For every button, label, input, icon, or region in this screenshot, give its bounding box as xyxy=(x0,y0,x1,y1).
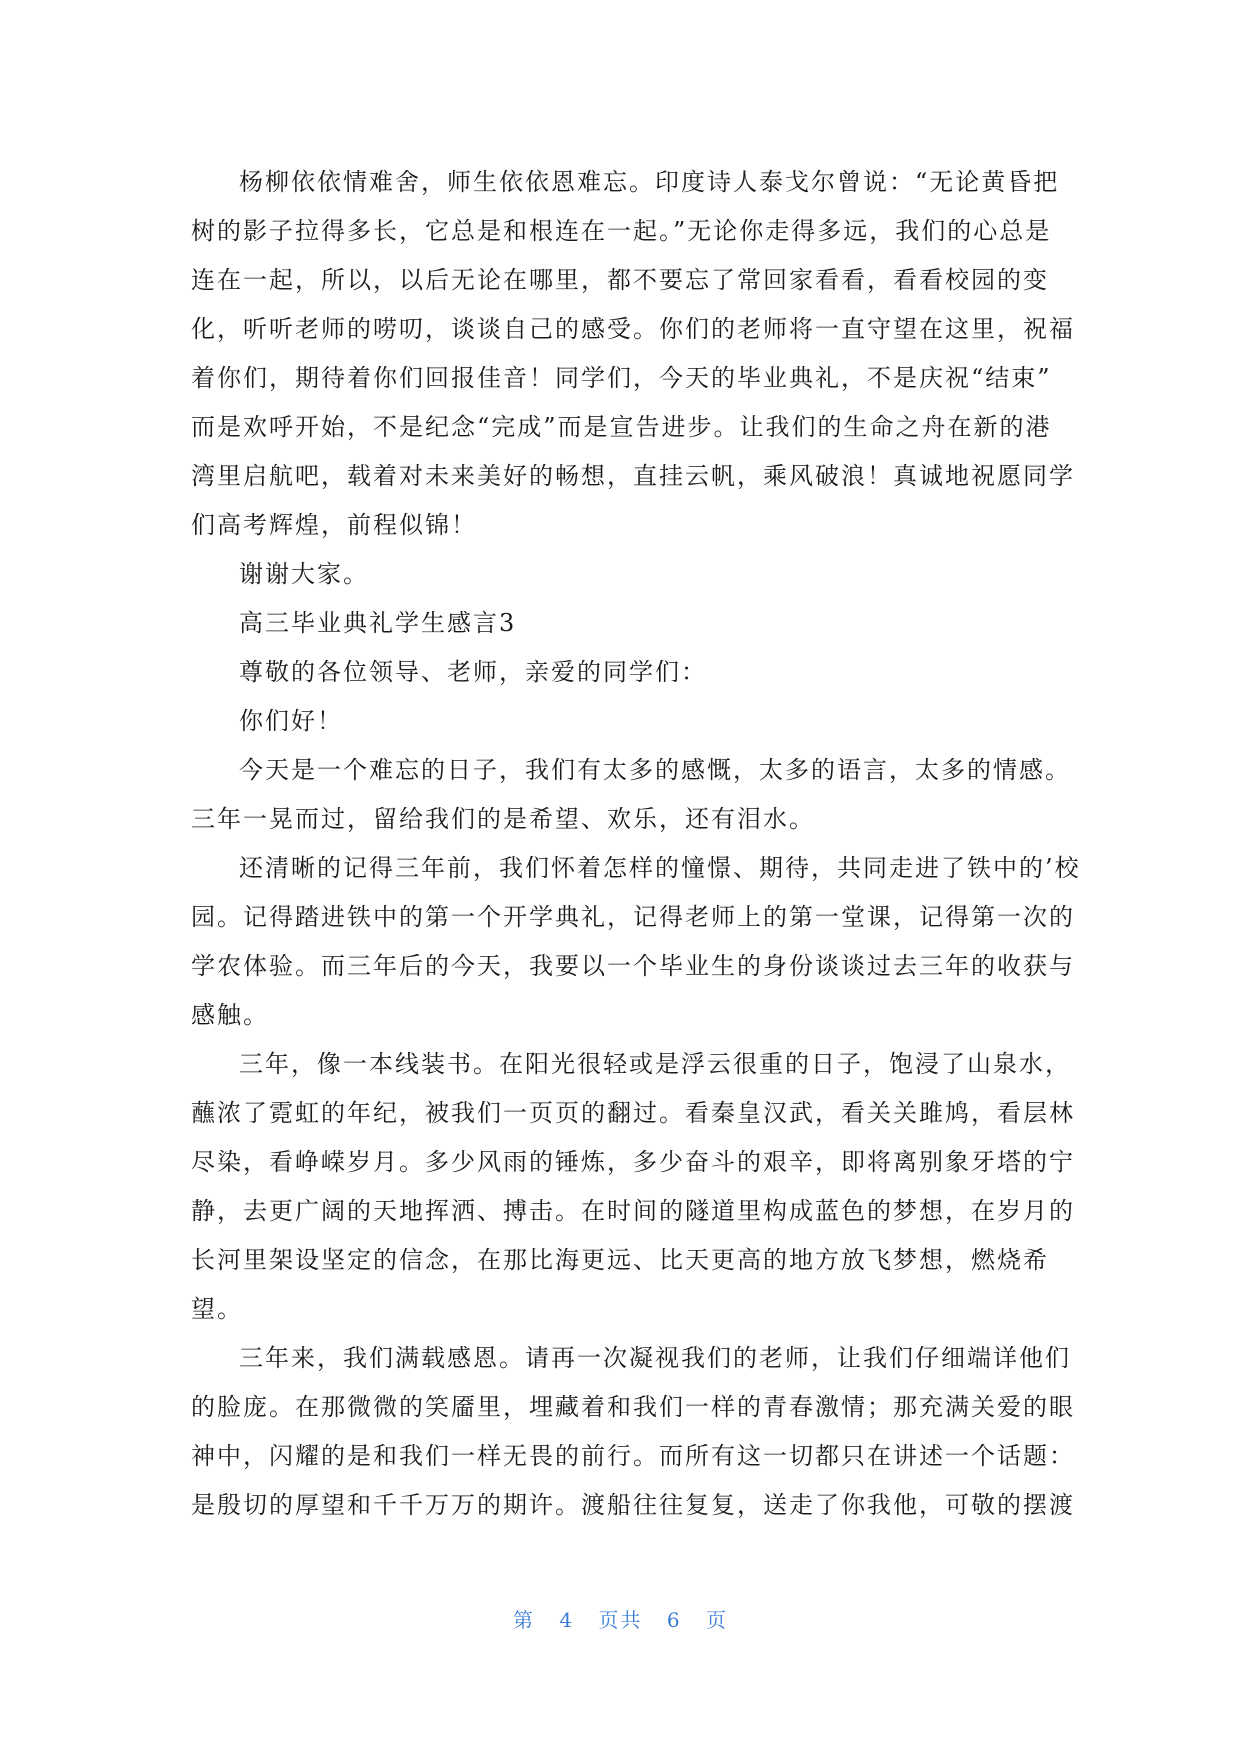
text-line: 们高考辉煌，前程似锦！ xyxy=(191,511,477,539)
text-line: 园。记得踏进铁中的第一个开学典礼，记得老师上的第一堂课，记得第一次的 xyxy=(191,903,1075,931)
text-line: 静，去更广阔的天地挥洒、搏击。在时间的隧道里构成蓝色的梦想，在岁月的 xyxy=(191,1197,1075,1225)
text-line: 湾里启航吧，载着对未来美好的畅想，直挂云帆，乘风破浪！真诚地祝愿同学 xyxy=(191,462,1075,490)
text-line: 三年来，我们满载感恩。请再一次凝视我们的老师，让我们仔细端详他们 xyxy=(239,1344,1071,1372)
total-page-count: 6 xyxy=(666,1608,682,1632)
text-line: 今天是一个难忘的日子，我们有太多的感慨，太多的语言，太多的情感。 xyxy=(239,756,1071,784)
text-line: 蘸浓了霓虹的年纪，被我们一页页的翻过。看秦皇汉武，看关关雎鸠，看层林 xyxy=(191,1099,1075,1127)
text-line: 化，听听老师的唠叨，谈谈自己的感受。你们的老师将一直守望在这里，祝福 xyxy=(191,315,1075,343)
footer-mid: 页共 xyxy=(598,1608,643,1632)
text-line: 三年，像一本线装书。在阳光很轻或是浮云很重的日子，饱浸了山泉水， xyxy=(239,1050,1071,1078)
text-line: 学农体验。而三年后的今天，我要以一个毕业生的身份谈谈过去三年的收获与 xyxy=(191,952,1075,980)
text-line: 长河里架设坚定的信念，在那比海更远、比天更高的地方放飞梦想，燃烧希 xyxy=(191,1246,1049,1274)
text-line: 神中，闪耀的是和我们一样无畏的前行。而所有这一切都只在讲述一个话题： xyxy=(191,1442,1075,1470)
text-line: 树的影子拉得多长，它总是和根连在一起。”无论你走得多远，我们的心总是 xyxy=(191,217,1052,245)
text-line: 的脸庞。在那微微的笑靥里，埋藏着和我们一样的青春激情；那充满关爱的眼 xyxy=(191,1393,1075,1421)
section-title: 高三毕业典礼学生感言3 xyxy=(239,609,517,637)
text-line: 尽染，看峥嵘岁月。多少风雨的锤炼，多少奋斗的艰辛，即将离别象牙塔的宁 xyxy=(191,1148,1075,1176)
document-body xyxy=(191,158,1081,1530)
text-line: 杨柳依依情难舍，师生依依恩难忘。印度诗人泰戈尔曾说：“无论黄昏把 xyxy=(239,168,1060,196)
text-line: 望。 xyxy=(191,1295,243,1323)
text-line: 着你们，期待着你们回报佳音！同学们，今天的毕业典礼，不是庆祝“结束” xyxy=(191,364,1052,392)
text-line: 还清晰的记得三年前，我们怀着怎样的憧憬、期待，共同走进了铁中的’校 xyxy=(239,854,1081,882)
text-line: 谢谢大家。 xyxy=(239,560,369,588)
current-page-number: 4 xyxy=(559,1608,575,1632)
salutation: 尊敬的各位领导、老师，亲爱的同学们： xyxy=(239,658,707,686)
text-line: 三年一晃而过，留给我们的是希望、欢乐，还有泪水。 xyxy=(191,805,815,833)
text-line: 连在一起，所以，以后无论在哪里，都不要忘了常回家看看，看看校园的变 xyxy=(191,266,1049,294)
text-line: 而是欢呼开始，不是纪念“完成”而是宣告进步。让我们的生命之舟在新的港 xyxy=(191,413,1052,441)
footer-prefix: 第 xyxy=(513,1608,536,1632)
footer-suffix: 页 xyxy=(705,1608,728,1632)
greeting: 你们好！ xyxy=(239,707,343,735)
text-line: 感触。 xyxy=(191,1001,269,1029)
text-line: 是殷切的厚望和千千万万的期许。渡船往往复复，送走了你我他，可敬的摆渡 xyxy=(191,1491,1075,1519)
page-footer xyxy=(0,1604,1241,1633)
